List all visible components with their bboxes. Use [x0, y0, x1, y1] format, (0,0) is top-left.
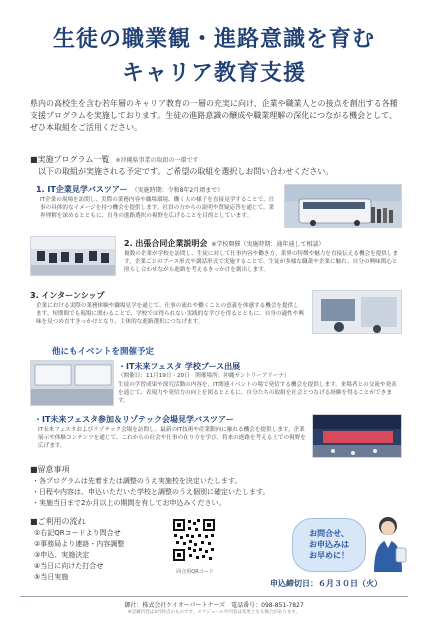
- qr-code-icon: [172, 518, 216, 562]
- flow-heading: ■ご利用の流れ: [30, 517, 86, 526]
- person-illustration-icon: [368, 512, 412, 574]
- program-2-meta: ※学校開催（実施時期：通年通して相談）: [211, 241, 325, 248]
- bubble-line-3: お早めに！: [309, 551, 349, 560]
- booth-image: [31, 361, 114, 406]
- seminar-photo: [30, 236, 116, 276]
- contact-info: 御社：株式会社ケイオーパートナーズ 電話番号：098-851-7827: [124, 602, 304, 609]
- event-1-meta: （開催日：11月19日・20日 開催場所：沖縄サントリーアリーナ）: [118, 373, 290, 379]
- program-1-meta: （実施時期：令和8年2月頃まで）: [131, 187, 224, 194]
- more-events-heading: 他にもイベントを開催予定: [52, 347, 155, 357]
- programs-heading: [30, 154, 199, 165]
- footer-divider: [20, 596, 408, 597]
- program-1-body: IT企業の現場を訪問し、実際の業務内容や職場環境、働く人の様子を直接見学することで、仕事の具体的なイメージを持つ機会を提供します。社員の方からの説明や質疑応答を通じて、業界理解を深めるとともに、自身の進路選択の視野を広げることを目的としています。: [40, 197, 275, 219]
- event-1-body: 生徒の学習成果や探究活動の内容を、IT関連イベントの場で発信する機会を提供します。来場者との交流や発表を通じて、表現力や発信力の向上を図るとともに、自分たちの取組を社会とつなげる経験を得ることができます。: [118, 382, 397, 404]
- program-3-body: 企業における実際の業務体験や職場見学を通じて、仕事の流れや働くことの意義を体感する機会を提供します。短期間でも現場に関わることで、学校では得られない実践的な学びを得るとともに、自身の適性や興味を見つめ直すきっかけとなり、主体的な進路選択につなげます。: [36, 303, 304, 325]
- program-3-title: [30, 290, 105, 301]
- programs-heading-label: ■実施プログラム一覧: [30, 155, 110, 164]
- intro-paragraph: 県内の高校生を含む若年層のキャリア教育の一層の充実に向け、企業や職業人との接点を創出する各種支援プログラムを実施しております。生徒の進路意識の醸成や職業理解の深化につながる機会として、ぜひ本取組をご活用ください。: [30, 99, 398, 132]
- internship-image: [313, 291, 402, 334]
- expo-image: [313, 415, 402, 458]
- program-1-title-label: 1. IT企業見学バスツアー: [36, 185, 128, 194]
- flow-step-5: ⑤当日実施: [34, 573, 69, 581]
- flow-step-2: ②事務局より連絡・内容調整: [34, 540, 125, 548]
- program-2-title: [124, 238, 324, 249]
- bubble-line-2: お申込みは: [309, 540, 349, 549]
- page-title-line1: 生徒の職業観・進路意識を育む: [52, 27, 375, 52]
- application-deadline: 申込締切日：６月３０日（火）: [270, 579, 382, 588]
- contact-bubble-text: [296, 528, 362, 561]
- page-title-line2: キャリア教育支援: [121, 61, 306, 86]
- event-1-title: ・IT未来フェスタ 学校ブース出展: [118, 362, 241, 371]
- programs-subheading: 以下の取組が実施される予定です。ご希望の取組を選択しお問い合わせください。: [38, 167, 334, 176]
- seminar-image: [31, 237, 116, 276]
- internship-photo: [312, 290, 402, 334]
- program-3-title-label: 3. インターンシップ: [30, 291, 105, 300]
- program-2-body: 複数の企業が学校を訪問し、生徒に対して仕事内容や働き方、業界の特徴や魅力を直接伝える機会を提供します。企業ごとのブース形式や講話形式で実施することで、生徒が多様な職業や企業に触れ、自分の興味関心と照らし合わせながら進路を考えるきっかけを創出します。: [124, 251, 399, 273]
- flow-step-4: ④当日に向けた打合せ: [34, 562, 104, 570]
- programs-heading-note: ※沖縄県事業の取組の一環です: [115, 157, 199, 164]
- bus-photo: [284, 184, 402, 228]
- bus-image: [285, 185, 402, 228]
- notes-item-2: ・日程や内容は、申込いただいた学校と調整のうえ個別に確定いたします。: [32, 488, 270, 496]
- footnote: ※記載内容は4月時点のものです。スケジュールや内容は変更となる場合があります。: [127, 610, 301, 615]
- flow-step-3: ③申込、実施決定: [34, 551, 90, 559]
- flow-step-1: ①右記QRコードより問合せ: [34, 529, 121, 537]
- contact-qr-code[interactable]: [172, 518, 216, 562]
- event-2-body: IT未来フェスタおよびリゾテック会場を訪問し、最新のIT技術や産業動向に触れる機会を提供します。企業展示や体験コンテンツを通じて、これからの社会や仕事の在り方を学び、将来の進路を考える上での視野を広げます。: [38, 427, 306, 449]
- expo-photo: [312, 414, 402, 458]
- booth-photo: [30, 360, 114, 406]
- notes-heading: ■留意事項: [30, 465, 70, 474]
- program-2-title-label: 2. 出張合同企業説明会: [124, 239, 208, 248]
- bubble-line-1: お問合せ、: [309, 529, 349, 538]
- event-2-title: ・IT未来フェスタ参加＆リゾテック会場見学バスツアー: [34, 415, 234, 424]
- notes-item-1: ・各プログラムは先着または調整のうえ実施校を決定いたします。: [32, 477, 242, 485]
- qr-caption: 回合用QRコード: [176, 569, 214, 575]
- notes-item-3: ・実施当日まで2か月以上の期間を有してお申込みください。: [32, 499, 226, 507]
- program-1-title: [36, 184, 223, 195]
